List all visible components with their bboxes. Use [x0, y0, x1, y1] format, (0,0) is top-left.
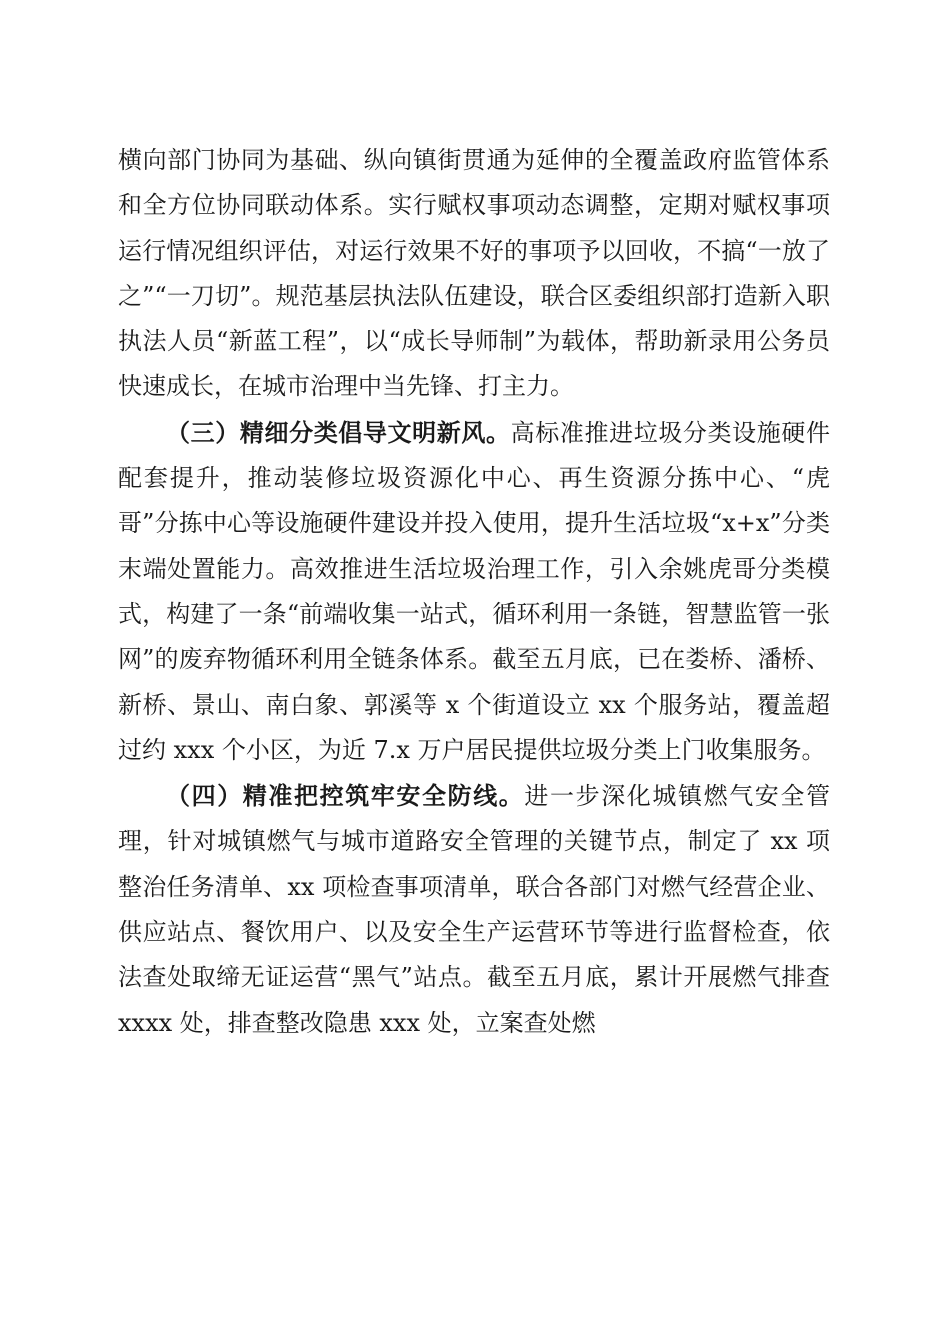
paragraph-body: 横向部门协同为基础、纵向镇街贯通为延伸的全覆盖政府监管体系和全方位协同联动体系。实行赋权事项动态调整，定期对赋权事项运行情况组织评估，对运行效果不好的事项予以回收，不搞“一放了之”“一刀切”。规范基层执法队伍建设，联合区委组织部打造新入职执法人员“新蓝工程”，以“成长导师制”为载体，帮助新录用公务员快速成长，在城市治理中当先锋、打主力。: [118, 146, 830, 401]
paragraph-continuation: [118, 138, 830, 410]
section-heading: （三）精细分类倡导文明新风。: [166, 417, 511, 447]
paragraph-section-4: [118, 773, 830, 1046]
paragraph-body: 进一步深化城镇燃气安全管理，针对城镇燃气与城市道路安全管理的关键节点，制定了 xx 项整治任务清单、xx 项检查事项清单，联合各部门对燃气经营企业、供应站点、餐饮用户、以及安全生产运营环节等进行监督检查，依法查处取缔无证运营“黑气”站点。截至五月底，累计开展燃气排查 xxxx 处，排查整改隐患 xxx 处，立案查处燃: [118, 782, 831, 1037]
paragraph-body: 高标准推进垃圾分类设施硬件配套提升，推动装修垃圾资源化中心、再生资源分拣中心、“虎哥”分拣中心等设施硬件建设并投入使用，提升生活垃圾“x+x”分类末端处置能力。高效推进生活垃圾治理工作，引入余姚虎哥分类模式，构建了一条“前端收集一站式，循环利用一条链，智慧监管一张网”的废弃物循环利用全链条体系。截至五月底，已在娄桥、潘桥、新桥、景山、南白象、郭溪等 x 个街道设立 xx 个服务站，覆盖超过约 xxx 个小区，为近 7.x 万户居民提供垃圾分类上门收集服务。: [118, 418, 831, 764]
paragraph-section-3: [118, 410, 830, 773]
document-body: [118, 138, 830, 1046]
section-heading: （四）精准把控筑牢安全防线。: [166, 781, 525, 811]
